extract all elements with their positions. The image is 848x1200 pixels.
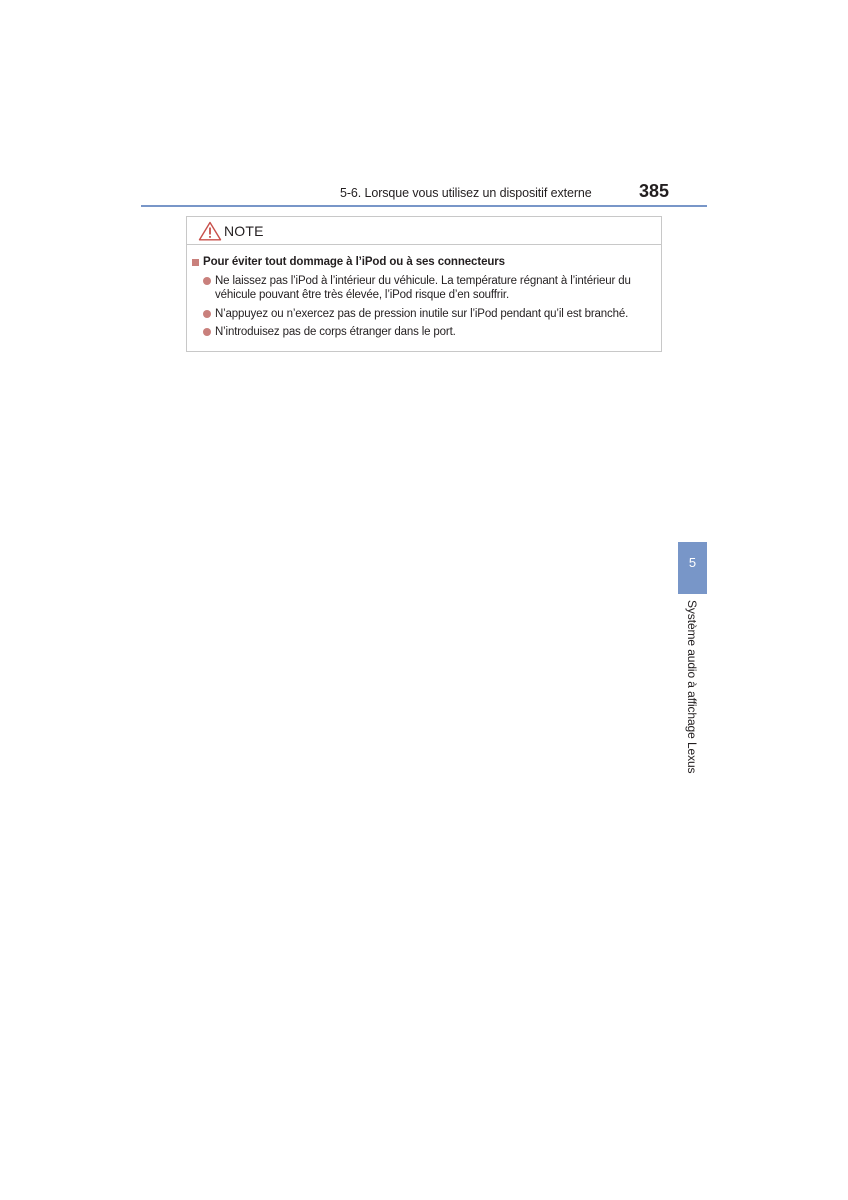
chapter-title: Système audio à affichage Lexus: [685, 600, 699, 774]
list-item: [203, 325, 659, 339]
page-number: 385: [639, 181, 670, 201]
header-rule: [141, 205, 707, 207]
note-list: [203, 274, 659, 344]
list-item-text: Ne laissez pas l’iPod à l’intérieur du véhicule. La température régnant à l’intérieur du: [215, 275, 631, 287]
list-item-text: véhicule pouvant être très élevée, l’iPod risque d’en souffrir.: [215, 289, 509, 301]
bullet-dot: [203, 328, 211, 336]
bullet-dot: [203, 310, 211, 318]
square-bullet: [192, 259, 199, 266]
list-item-text: N’introduisez pas de corps étranger dans le port.: [215, 326, 456, 338]
note-label: NOTE: [224, 223, 264, 239]
note-heading: Pour éviter tout dommage à l’iPod ou à ses connecteurs: [203, 256, 505, 268]
chapter-number: 5: [688, 555, 697, 570]
chapter-tab: [678, 542, 707, 594]
section-title: 5-6. Lorsque vous utilisez un dispositif externe: [340, 186, 592, 200]
list-item: [203, 274, 659, 302]
note-box: [186, 216, 662, 352]
warning-triangle-icon: [198, 221, 222, 241]
list-item-text: N’appuyez ou n’exercez pas de pression inutile sur l’iPod pendant qu’il est branché.: [215, 307, 629, 320]
list-item: [203, 307, 659, 321]
bullet-dot: [203, 277, 211, 285]
note-header: [187, 217, 661, 245]
